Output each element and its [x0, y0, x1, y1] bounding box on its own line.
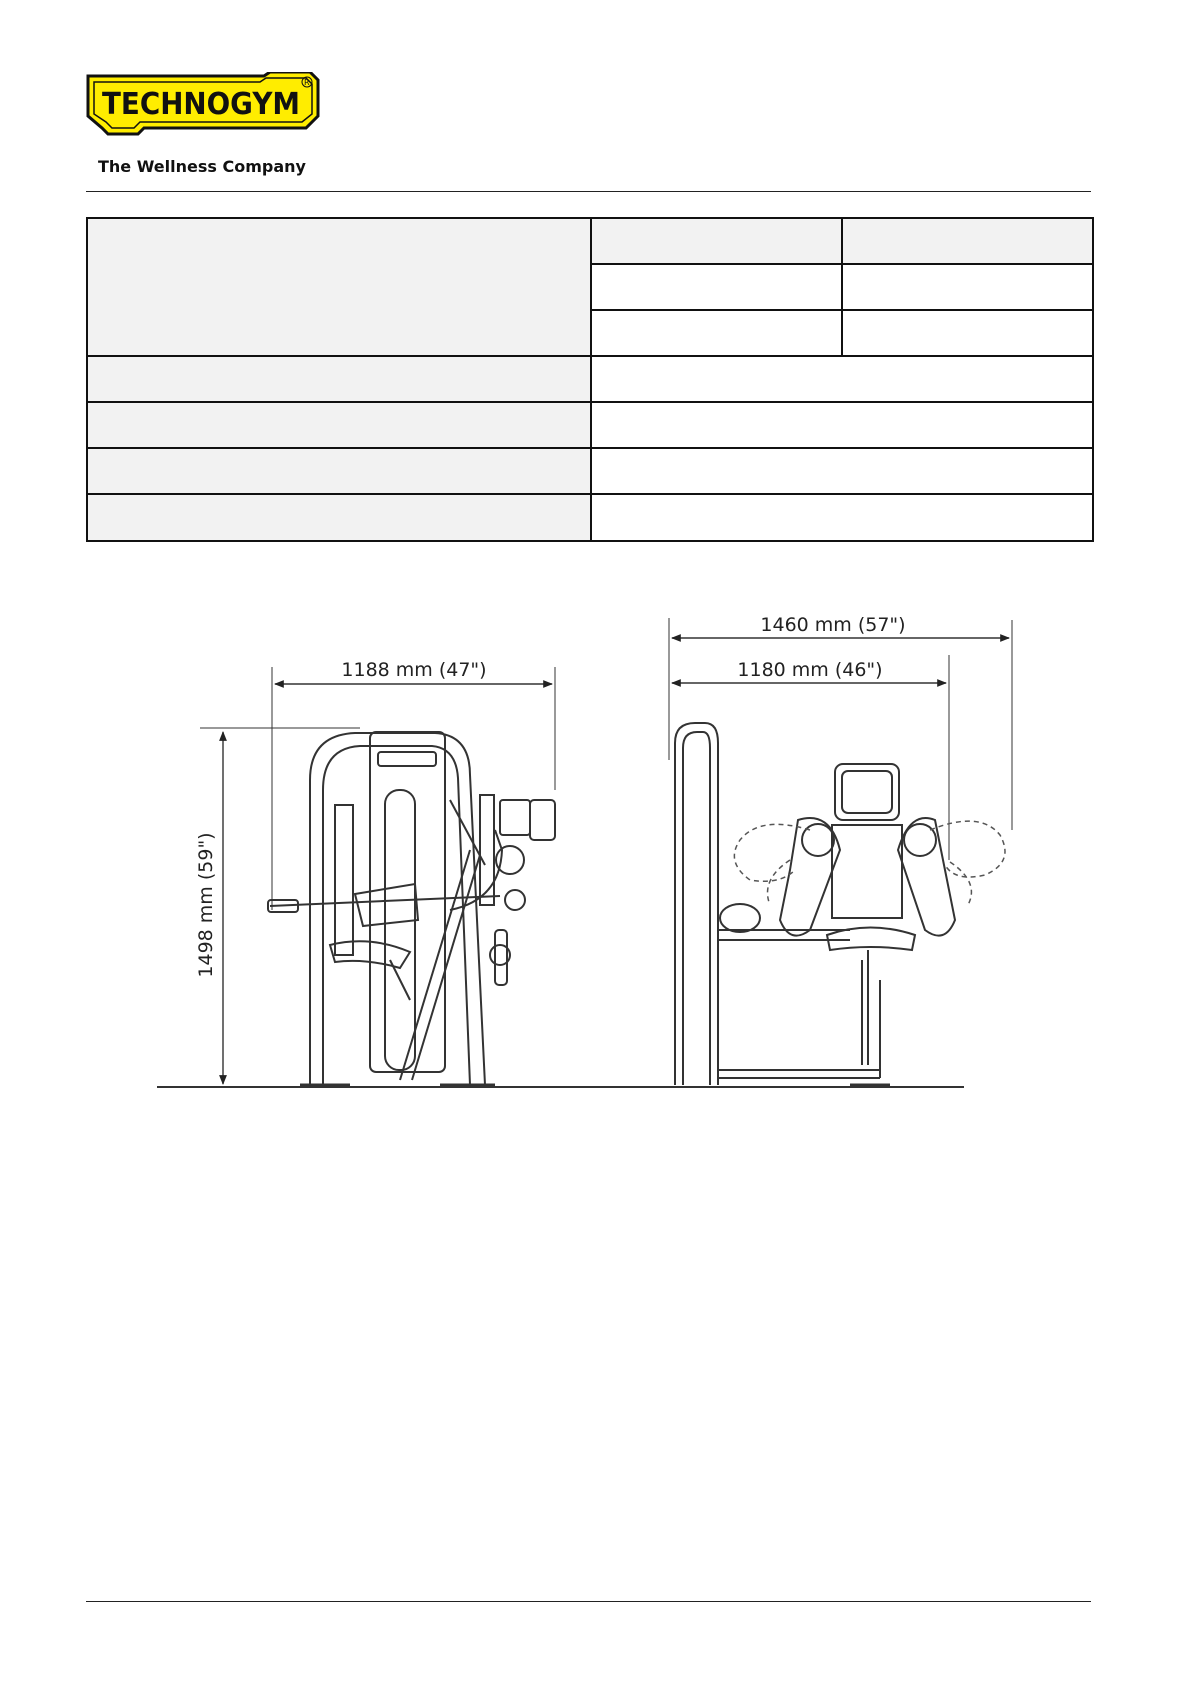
footer-rule [86, 1601, 1091, 1602]
spec-value-cell [591, 448, 1093, 494]
spec-value-cell [842, 264, 1093, 310]
machine-dimension-drawing [150, 600, 1050, 1100]
technogym-logo [84, 72, 322, 140]
spec-table [86, 217, 1094, 542]
tagline: The Wellness Company [98, 157, 306, 176]
side-view [200, 667, 555, 1085]
front-view [669, 618, 1012, 1085]
spec-value-cell [591, 310, 842, 356]
spec-header-cell [842, 218, 1093, 264]
spec-label-cell [87, 402, 591, 448]
spec-value-cell [591, 264, 842, 310]
spec-value-cell [591, 402, 1093, 448]
side-width-label: 1188 mm (47") [341, 659, 487, 681]
spec-value-cell [591, 356, 1093, 402]
spec-value-cell [842, 310, 1093, 356]
header-rule [86, 191, 1091, 192]
spec-label-cell [87, 494, 591, 541]
spec-header-cell [591, 218, 842, 264]
front-total-width-label: 1460 mm (57") [760, 614, 906, 636]
front-view-arm-range [734, 821, 1005, 905]
logo-wordmark: TECHNOGYM [102, 87, 300, 122]
spec-label-cell [87, 218, 591, 356]
spec-label-cell [87, 448, 591, 494]
spec-label-cell [87, 356, 591, 402]
svg-text:R: R [304, 78, 310, 87]
spec-value-cell [591, 494, 1093, 541]
height-label: 1498 mm (59") [195, 832, 217, 978]
front-frame-width-label: 1180 mm (46") [737, 659, 883, 681]
